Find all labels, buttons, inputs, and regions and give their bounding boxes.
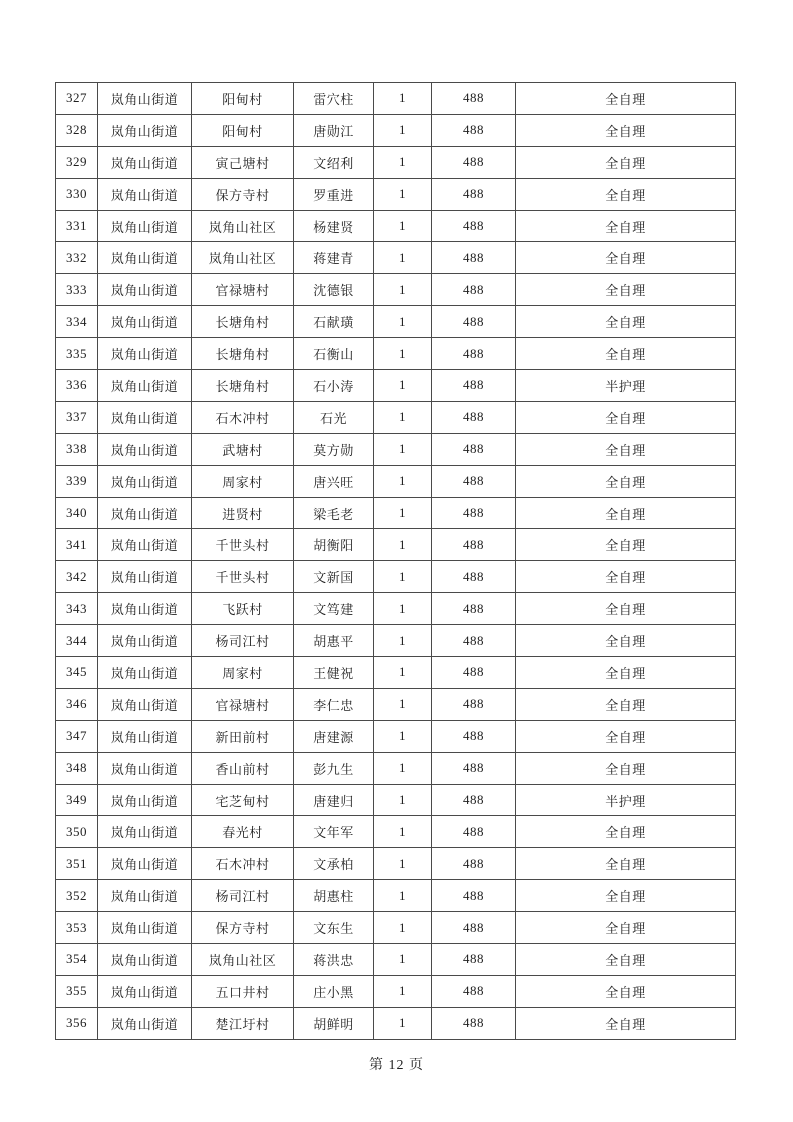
cell-seq: 352 [56,880,98,912]
cell-seq: 331 [56,210,98,242]
cell-count: 1 [374,720,432,752]
cell-care: 全自理 [516,274,736,306]
cell-seq: 338 [56,433,98,465]
cell-care: 全自理 [516,975,736,1007]
cell-count: 1 [374,848,432,880]
cell-care: 全自理 [516,338,736,370]
cell-village: 五口井村 [192,975,294,1007]
cell-village: 寅己塘村 [192,146,294,178]
cell-village: 长塘角村 [192,370,294,402]
cell-name: 文绍利 [294,146,374,178]
cell-name: 文年军 [294,816,374,848]
table-row [56,210,736,242]
cell-name: 王健祝 [294,657,374,689]
cell-name: 胡衡阳 [294,529,374,561]
cell-count: 1 [374,1007,432,1039]
cell-seq: 333 [56,274,98,306]
table-row [56,657,736,689]
cell-care: 半护理 [516,784,736,816]
cell-village: 岚角山社区 [192,242,294,274]
cell-amount: 488 [432,720,516,752]
cell-street: 岚角山街道 [98,465,192,497]
cell-count: 1 [374,178,432,210]
cell-name: 杨建贤 [294,210,374,242]
table-row [56,593,736,625]
cell-amount: 488 [432,816,516,848]
table-row [56,880,736,912]
cell-name: 胡惠柱 [294,880,374,912]
cell-count: 1 [374,657,432,689]
cell-name: 李仁忠 [294,688,374,720]
cell-street: 岚角山街道 [98,975,192,1007]
cell-village: 阳甸村 [192,114,294,146]
cell-care: 全自理 [516,1007,736,1039]
cell-street: 岚角山街道 [98,752,192,784]
cell-care: 全自理 [516,306,736,338]
cell-seq: 340 [56,497,98,529]
cell-care: 全自理 [516,401,736,433]
cell-care: 全自理 [516,688,736,720]
cell-street: 岚角山街道 [98,720,192,752]
cell-count: 1 [374,880,432,912]
records-table [55,82,736,1040]
cell-amount: 488 [432,784,516,816]
cell-care: 全自理 [516,944,736,976]
cell-street: 岚角山街道 [98,816,192,848]
cell-amount: 488 [432,944,516,976]
cell-street: 岚角山街道 [98,114,192,146]
cell-amount: 488 [432,401,516,433]
cell-amount: 488 [432,370,516,402]
cell-care: 全自理 [516,561,736,593]
cell-care: 全自理 [516,848,736,880]
cell-seq: 329 [56,146,98,178]
cell-seq: 327 [56,83,98,115]
cell-seq: 341 [56,529,98,561]
cell-village: 宅芝甸村 [192,784,294,816]
cell-street: 岚角山街道 [98,433,192,465]
cell-village: 香山前村 [192,752,294,784]
cell-street: 岚角山街道 [98,83,192,115]
cell-street: 岚角山街道 [98,529,192,561]
cell-count: 1 [374,370,432,402]
table-row [56,688,736,720]
cell-village: 保方寺村 [192,912,294,944]
table-row [56,912,736,944]
cell-name: 唐兴旺 [294,465,374,497]
table-row [56,83,736,115]
cell-name: 梁毛老 [294,497,374,529]
cell-name: 胡鲜明 [294,1007,374,1039]
cell-street: 岚角山街道 [98,657,192,689]
cell-count: 1 [374,274,432,306]
cell-seq: 339 [56,465,98,497]
page-footer: 第 12 页 [369,1058,424,1073]
cell-street: 岚角山街道 [98,274,192,306]
table-row [56,242,736,274]
cell-seq: 346 [56,688,98,720]
cell-seq: 328 [56,114,98,146]
cell-count: 1 [374,242,432,274]
cell-seq: 349 [56,784,98,816]
table-row [56,529,736,561]
cell-care: 全自理 [516,497,736,529]
table-row [56,274,736,306]
table-row [56,146,736,178]
cell-care: 全自理 [516,816,736,848]
cell-village: 石木冲村 [192,848,294,880]
table-row [56,1007,736,1039]
cell-seq: 355 [56,975,98,1007]
cell-care: 全自理 [516,114,736,146]
cell-seq: 354 [56,944,98,976]
cell-amount: 488 [432,210,516,242]
cell-count: 1 [374,944,432,976]
cell-village: 保方寺村 [192,178,294,210]
table-row [56,401,736,433]
cell-village: 周家村 [192,465,294,497]
cell-seq: 345 [56,657,98,689]
cell-village: 千世头村 [192,529,294,561]
table-row [56,944,736,976]
cell-count: 1 [374,83,432,115]
cell-seq: 337 [56,401,98,433]
cell-care: 全自理 [516,433,736,465]
cell-amount: 488 [432,529,516,561]
cell-amount: 488 [432,625,516,657]
cell-amount: 488 [432,433,516,465]
cell-village: 石木冲村 [192,401,294,433]
cell-count: 1 [374,688,432,720]
cell-care: 全自理 [516,210,736,242]
cell-count: 1 [374,752,432,784]
cell-name: 石小涛 [294,370,374,402]
cell-count: 1 [374,210,432,242]
cell-village: 杨司江村 [192,625,294,657]
cell-amount: 488 [432,465,516,497]
cell-count: 1 [374,816,432,848]
table-row [56,178,736,210]
table-row [56,975,736,1007]
cell-street: 岚角山街道 [98,210,192,242]
cell-name: 文笃建 [294,593,374,625]
table-row [56,816,736,848]
cell-care: 全自理 [516,880,736,912]
cell-amount: 488 [432,497,516,529]
table-row [56,720,736,752]
cell-street: 岚角山街道 [98,306,192,338]
cell-village: 官禄塘村 [192,274,294,306]
cell-care: 全自理 [516,529,736,561]
cell-village: 春光村 [192,816,294,848]
cell-street: 岚角山街道 [98,178,192,210]
cell-street: 岚角山街道 [98,401,192,433]
cell-amount: 488 [432,975,516,1007]
cell-count: 1 [374,114,432,146]
cell-care: 全自理 [516,465,736,497]
cell-name: 罗重进 [294,178,374,210]
cell-name: 雷穴柱 [294,83,374,115]
cell-village: 周家村 [192,657,294,689]
cell-street: 岚角山街道 [98,625,192,657]
table-row [56,497,736,529]
table-row [56,848,736,880]
cell-name: 沈德银 [294,274,374,306]
table-row [56,433,736,465]
table-row [56,370,736,402]
cell-care: 全自理 [516,720,736,752]
cell-count: 1 [374,306,432,338]
cell-name: 文承柏 [294,848,374,880]
cell-amount: 488 [432,114,516,146]
cell-name: 石献璜 [294,306,374,338]
cell-care: 全自理 [516,83,736,115]
cell-village: 楚江圩村 [192,1007,294,1039]
cell-seq: 347 [56,720,98,752]
cell-count: 1 [374,401,432,433]
cell-amount: 488 [432,178,516,210]
cell-village: 飞跃村 [192,593,294,625]
cell-street: 岚角山街道 [98,497,192,529]
cell-village: 杨司江村 [192,880,294,912]
cell-count: 1 [374,338,432,370]
cell-amount: 488 [432,880,516,912]
cell-street: 岚角山街道 [98,912,192,944]
cell-name: 庄小黑 [294,975,374,1007]
cell-amount: 488 [432,657,516,689]
table-row [56,338,736,370]
cell-count: 1 [374,497,432,529]
cell-amount: 488 [432,1007,516,1039]
cell-street: 岚角山街道 [98,944,192,976]
cell-village: 千世头村 [192,561,294,593]
cell-name: 文东生 [294,912,374,944]
cell-care: 全自理 [516,593,736,625]
cell-count: 1 [374,593,432,625]
cell-care: 全自理 [516,242,736,274]
cell-amount: 488 [432,306,516,338]
cell-count: 1 [374,529,432,561]
cell-care: 半护理 [516,370,736,402]
cell-amount: 488 [432,83,516,115]
cell-amount: 488 [432,912,516,944]
cell-count: 1 [374,625,432,657]
cell-seq: 330 [56,178,98,210]
cell-amount: 488 [432,688,516,720]
table-row [56,561,736,593]
cell-care: 全自理 [516,752,736,784]
cell-care: 全自理 [516,657,736,689]
cell-amount: 488 [432,274,516,306]
cell-count: 1 [374,784,432,816]
cell-name: 唐建归 [294,784,374,816]
cell-name: 石衡山 [294,338,374,370]
cell-amount: 488 [432,242,516,274]
cell-count: 1 [374,465,432,497]
cell-seq: 353 [56,912,98,944]
cell-village: 官禄塘村 [192,688,294,720]
cell-street: 岚角山街道 [98,848,192,880]
cell-seq: 343 [56,593,98,625]
cell-count: 1 [374,433,432,465]
cell-count: 1 [374,975,432,1007]
cell-name: 石光 [294,401,374,433]
cell-name: 唐建源 [294,720,374,752]
cell-village: 阳甸村 [192,83,294,115]
cell-count: 1 [374,146,432,178]
cell-care: 全自理 [516,146,736,178]
table-row [56,114,736,146]
cell-seq: 336 [56,370,98,402]
cell-name: 文新国 [294,561,374,593]
table-row [56,306,736,338]
cell-street: 岚角山街道 [98,370,192,402]
cell-street: 岚角山街道 [98,146,192,178]
cell-care: 全自理 [516,625,736,657]
cell-village: 武塘村 [192,433,294,465]
cell-name: 莫方勋 [294,433,374,465]
cell-village: 长塘角村 [192,338,294,370]
table-row [56,784,736,816]
cell-seq: 351 [56,848,98,880]
cell-village: 岚角山社区 [192,210,294,242]
cell-village: 长塘角村 [192,306,294,338]
cell-count: 1 [374,561,432,593]
cell-street: 岚角山街道 [98,338,192,370]
cell-village: 新田前村 [192,720,294,752]
table-row [56,752,736,784]
cell-village: 岚角山社区 [192,944,294,976]
cell-seq: 344 [56,625,98,657]
cell-seq: 332 [56,242,98,274]
cell-amount: 488 [432,848,516,880]
cell-street: 岚角山街道 [98,784,192,816]
cell-seq: 342 [56,561,98,593]
cell-care: 全自理 [516,178,736,210]
cell-street: 岚角山街道 [98,561,192,593]
cell-seq: 348 [56,752,98,784]
table-row [56,465,736,497]
cell-amount: 488 [432,561,516,593]
cell-village: 进贤村 [192,497,294,529]
cell-amount: 488 [432,146,516,178]
cell-name: 唐勋江 [294,114,374,146]
cell-amount: 488 [432,752,516,784]
cell-name: 胡惠平 [294,625,374,657]
cell-care: 全自理 [516,912,736,944]
cell-street: 岚角山街道 [98,880,192,912]
cell-name: 彭九生 [294,752,374,784]
cell-street: 岚角山街道 [98,593,192,625]
cell-amount: 488 [432,593,516,625]
cell-amount: 488 [432,338,516,370]
table-row [56,625,736,657]
cell-seq: 356 [56,1007,98,1039]
cell-street: 岚角山街道 [98,242,192,274]
cell-name: 蒋建青 [294,242,374,274]
cell-seq: 334 [56,306,98,338]
cell-name: 蒋洪忠 [294,944,374,976]
cell-street: 岚角山街道 [98,688,192,720]
cell-count: 1 [374,912,432,944]
cell-street: 岚角山街道 [98,1007,192,1039]
cell-seq: 350 [56,816,98,848]
cell-seq: 335 [56,338,98,370]
